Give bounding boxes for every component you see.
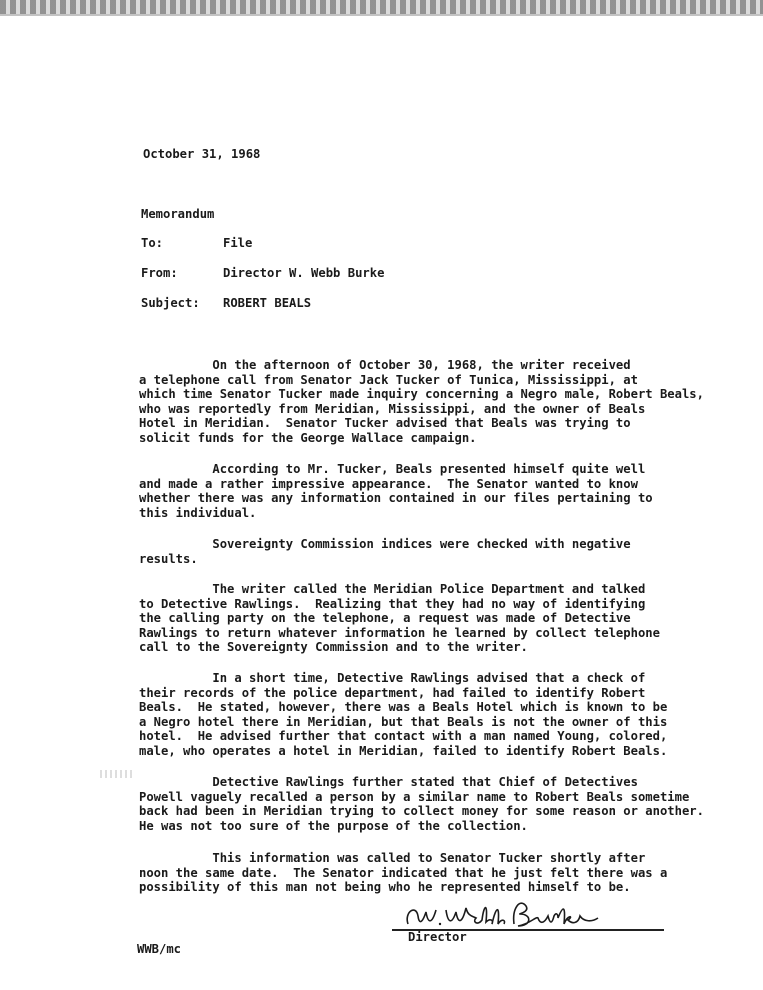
to-value: File xyxy=(223,236,253,250)
paragraph-2: According to Mr. Tucker, Beals presented himself quite well and made a rather impressive appearance. The Senator wanted to know whether there was any information contained in our files pertaining to this individual. xyxy=(139,462,653,520)
paragraph-5: In a short time, Detective Rawlings advised that a check of their records of the police department, had failed to identify Robert Beals. He stated, however, there was a Beals Hotel which is known to be a Negro hotel there in Meridian, but that Beals is not the owner of this hotel. He advised further that contact with a man named Young, colored, male, who operates a hotel in Meridian, failed to identify Robert Beals. xyxy=(139,671,668,758)
typist-initials: WWB/mc xyxy=(137,942,182,956)
paragraph-1: On the afternoon of October 30, 1968, the writer received a telephone call from Senator Jack Tucker of Tunica, Mississippi, at which time Senator Tucker made inquiry concerning a Negro male, Robert Beals, who was reportedly from Meridian, Mississippi, and the owner of Beals Hotel in Meridian. Senator Tucker advised that Beals was trying to solicit funds for the George Wallace campaign. xyxy=(139,358,704,445)
from-label: From: xyxy=(141,266,178,280)
subject-value: ROBERT BEALS xyxy=(223,296,312,310)
paragraph-6: Detective Rawlings further stated that Chief of Detectives Powell vaguely recalled a person by a similar name to Robert Beals sometime back had been in Meridian trying to collect money for some reason or another. He was not too sure of the purpose of the collection. xyxy=(139,775,704,833)
from-value: Director W. Webb Burke xyxy=(223,266,385,280)
memo-title: Memorandum xyxy=(141,207,215,221)
to-label: To: xyxy=(141,236,164,250)
scan-smudge xyxy=(100,770,134,778)
paragraph-3: Sovereignty Commission indices were checked with negative results. xyxy=(139,537,631,566)
signature-title: Director xyxy=(408,930,467,944)
paragraph-4: The writer called the Meridian Police Department and talked to Detective Rawlings. Realizing that they had no way of identifying the calling party on the telephone, a request was made of Detective Rawlings to return whatever information he learned by collect telephone call to the Sovereignty Commission and to the writer. xyxy=(139,582,660,655)
paragraph-7: This information was called to Senator Tucker shortly after noon the same date. The Senator indicated that he just felt there was a possibility of this man not being who he represented himself to be. xyxy=(139,851,668,895)
letter-date: October 31, 1968 xyxy=(143,147,261,161)
subject-label: Subject: xyxy=(141,296,200,310)
